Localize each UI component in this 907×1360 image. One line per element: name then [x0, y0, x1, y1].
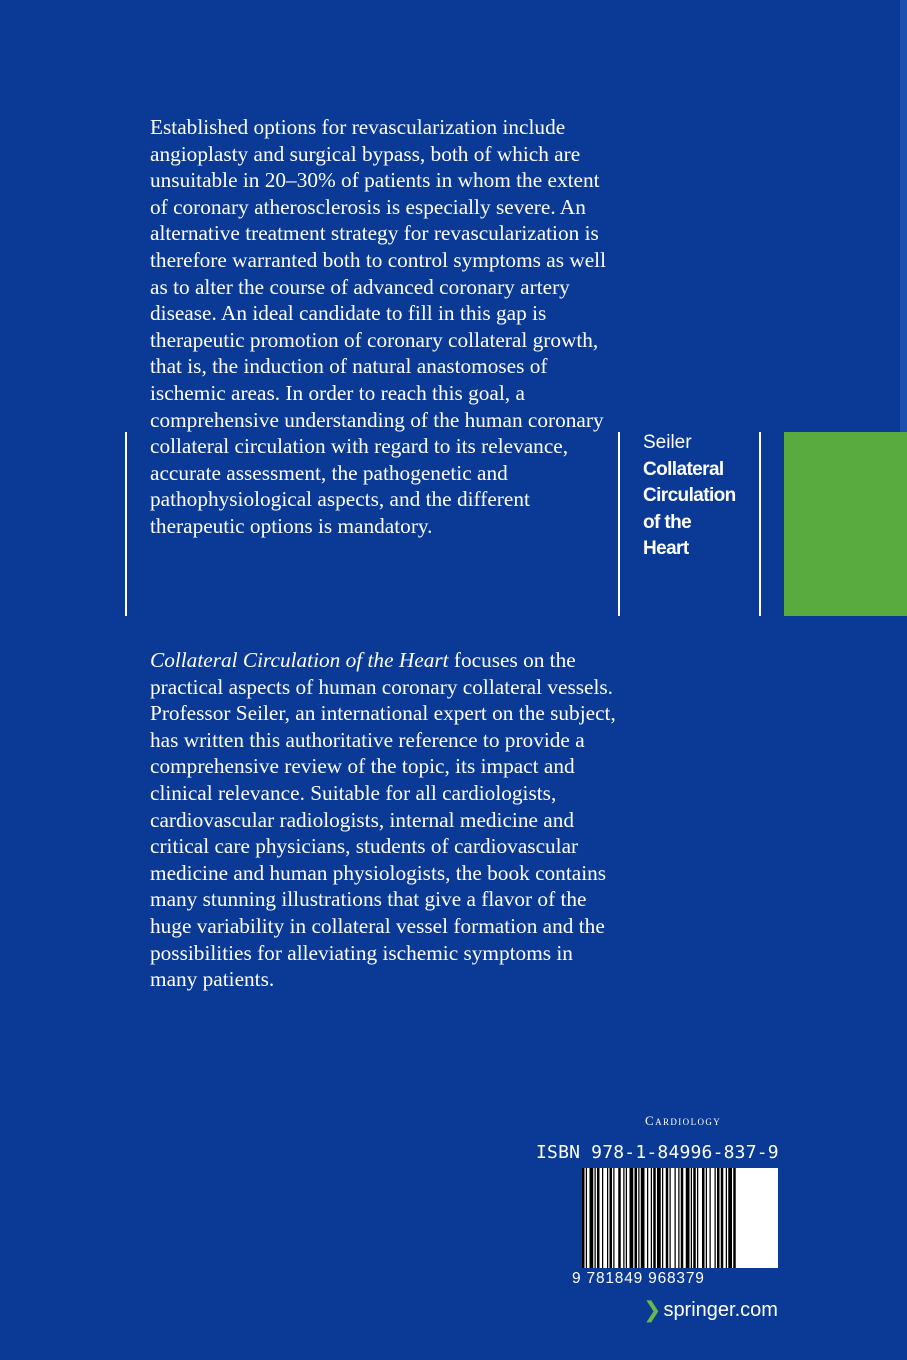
book-title-line-3: of the — [643, 511, 692, 533]
barcode-bar — [678, 1168, 679, 1268]
barcode-bar — [653, 1168, 656, 1268]
chevron-right-icon: ❯ — [643, 1297, 662, 1322]
barcode-bar — [597, 1168, 600, 1268]
barcode-bar — [726, 1168, 727, 1268]
barcode-bar — [623, 1168, 624, 1268]
left-divider-rule — [125, 432, 127, 616]
book-title-line-2: Circulation — [643, 485, 736, 506]
paragraph-2-body: focuses on the practical aspects of human coronary collateral vessels. Professor Seiler, an international expert on the subject, has written this authoritative reference to provide a comprehensive review of the topic, its impact and clinical relevance. Suitable for all cardiologists, cardiovascular radiologists, internal medicine and critical care physicians, students of cardiovascular medicine and human physiologists, the book contains many stunning illustrations that give a flavor of the huge variability in collateral vessel formation and the possibilities for alleviating ischemic symptoms in many patients. — [150, 648, 616, 992]
barcode-bar — [595, 1168, 596, 1268]
barcode-bar — [721, 1168, 724, 1268]
barcode-bar — [641, 1168, 645, 1268]
cover-edge-strip — [900, 0, 907, 432]
barcode-bar — [693, 1168, 696, 1268]
barcode-bar — [686, 1168, 690, 1268]
barcode-bar — [586, 1168, 587, 1268]
barcode-bar — [626, 1168, 627, 1268]
book-title-line-1: Collateral — [643, 458, 724, 480]
barcode-bar — [590, 1168, 594, 1268]
barcode-bar — [702, 1168, 705, 1268]
barcode-bar — [733, 1168, 736, 1268]
barcode-bar — [662, 1168, 663, 1268]
spine-label — [643, 430, 755, 563]
book-title-italic: Collateral Circulation of the Heart — [150, 648, 449, 672]
book-title-line-4: Heart — [643, 538, 689, 559]
barcode-bar — [710, 1168, 711, 1268]
barcode-bar — [610, 1168, 613, 1268]
barcode-bar — [657, 1168, 661, 1268]
spine-left-rule — [618, 432, 620, 616]
description-paragraph-1: Established options for revascularization include angioplasty and surgical bypass, both of which are unsuitable in 20–30% of patients in whom the extent of coronary atherosclerosis is especially severe. An alternative treatment strategy for revascularization is therefore warranted both to control symptoms as well as to alter the course of advanced coronary artery disease. An ideal candidate to fill in this gap is therapeutic promotion of coronary collateral growth, that is, the induction of natural anastomoses of ischemic areas. In order to reach this goal, a comprehensive understanding of the human coronary collateral circulation with regard to its relevance, accurate assessment, the pathogenetic and pathophysiological aspects, and the different therapeutic options is mandatory. — [150, 115, 606, 538]
barcode-bar — [666, 1168, 669, 1268]
publisher-url: springer.com — [663, 1298, 778, 1321]
green-accent-block — [784, 432, 907, 616]
barcode-bar — [613, 1168, 614, 1268]
barcode — [582, 1168, 778, 1268]
spine-right-rule — [759, 432, 761, 616]
barcode-bar — [630, 1168, 634, 1268]
barcode-bar — [675, 1168, 676, 1268]
barcode-bars — [582, 1168, 778, 1268]
barcode-bar — [635, 1168, 638, 1268]
barcode-bar — [697, 1168, 698, 1268]
barcode-bar — [582, 1168, 585, 1268]
author-name: Seiler — [643, 432, 692, 453]
barcode-bar — [647, 1168, 648, 1268]
isbn-label: ISBN 978-1-84996-837-9 — [536, 1142, 779, 1163]
barcode-bar — [670, 1168, 671, 1268]
barcode-bar — [638, 1168, 639, 1268]
description-paragraph-2 — [150, 647, 620, 993]
barcode-bar — [706, 1168, 707, 1268]
barcode-bar — [607, 1168, 608, 1268]
barcode-bar — [728, 1168, 732, 1268]
barcode-bar — [651, 1168, 652, 1268]
barcode-bar — [717, 1168, 720, 1268]
barcode-bar — [618, 1168, 621, 1268]
publisher-link[interactable] — [643, 1297, 778, 1323]
barcode-bar — [681, 1168, 684, 1268]
barcode-bar — [691, 1168, 692, 1268]
barcode-number: 9 781849 968379 — [572, 1270, 705, 1287]
barcode-bar — [715, 1168, 716, 1268]
subject-category: Cardiology — [645, 1113, 722, 1128]
barcode-bar — [602, 1168, 603, 1268]
